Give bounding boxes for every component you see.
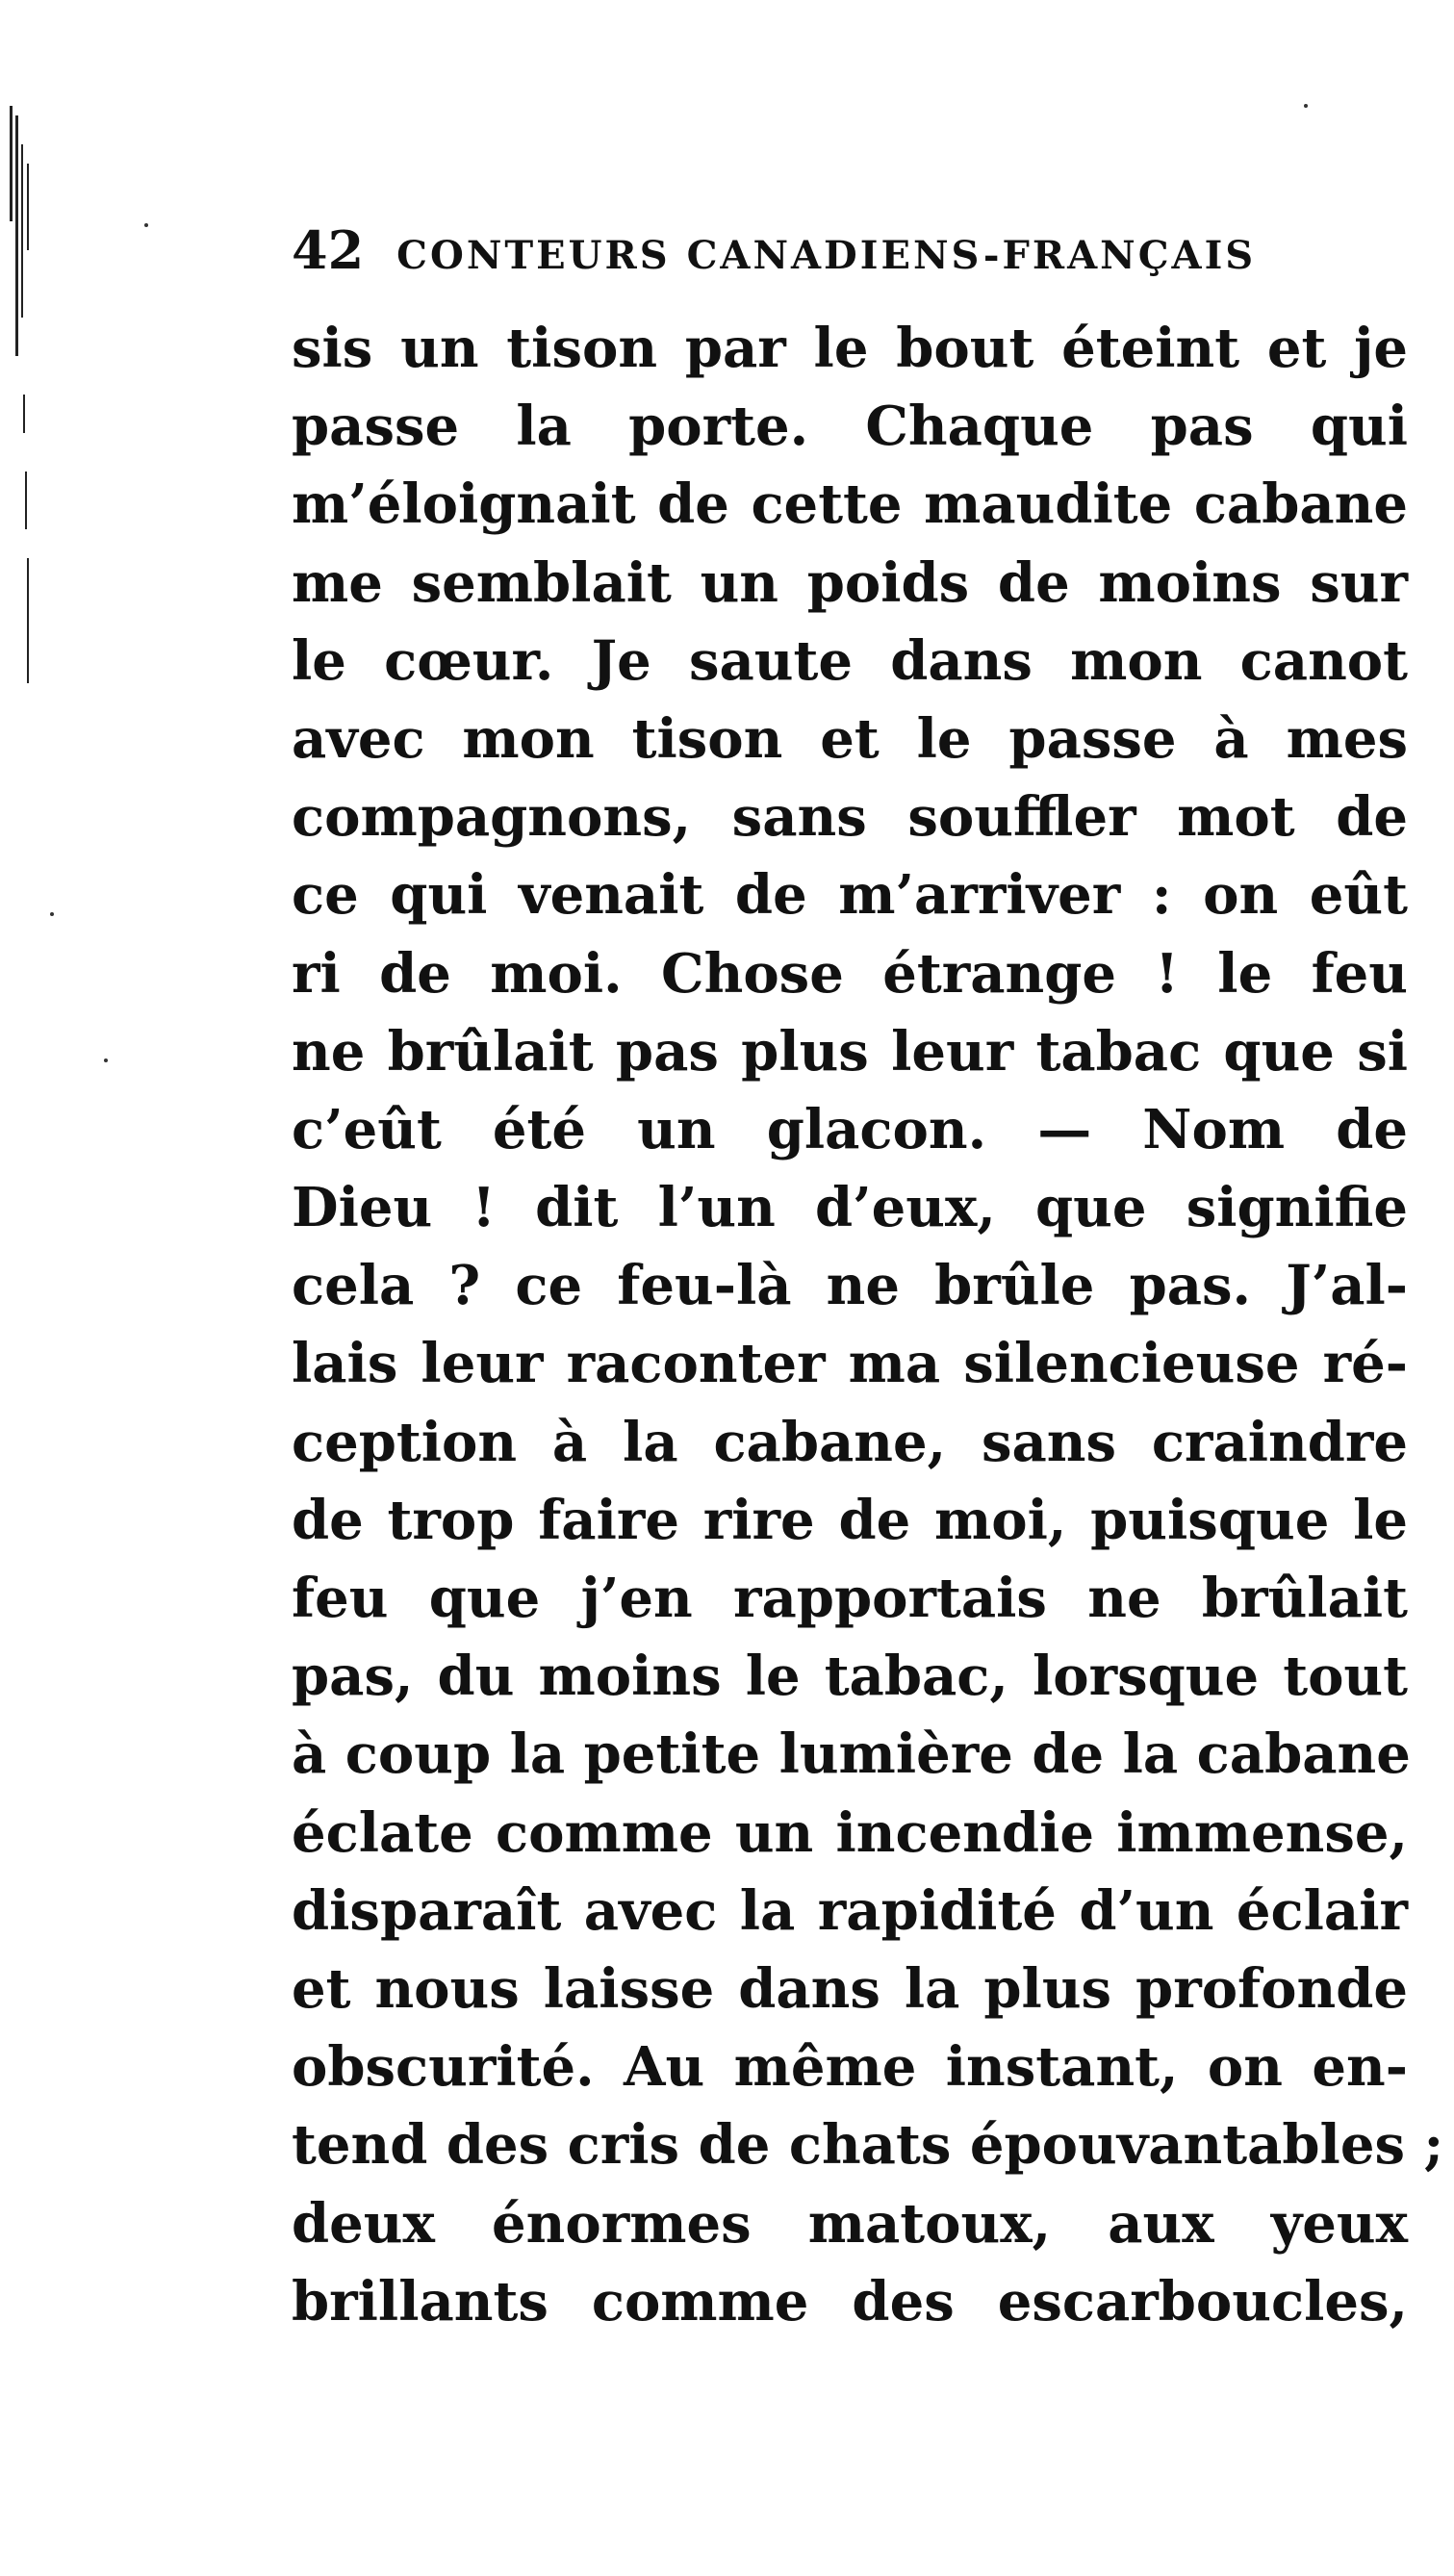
text-line: obscurité. Au même instant, on en-	[292, 2035, 1408, 2100]
text-line: éclate comme un incendie immense,	[292, 1800, 1408, 1865]
page-header	[292, 219, 1408, 287]
text-line: avec mon tison et le passe à mes	[292, 706, 1408, 771]
text-line: feu que j’en rapportais ne brûlait	[292, 1567, 1408, 1630]
text-line: de trop faire rire de moi, puisque le	[292, 1488, 1408, 1552]
text-line: le cœur. Je saute dans mon canot	[292, 628, 1408, 693]
text-line: c’eût été un glacon. — Nom de	[292, 1097, 1408, 1161]
text-line: ce qui venait de m’arriver : on eût	[292, 863, 1408, 928]
scan-speck	[104, 1058, 108, 1062]
text-line: lais leur raconter ma silencieuse ré-	[292, 1332, 1408, 1396]
text-line: ne brûlait pas plus leur tabac que si	[292, 1019, 1408, 1084]
text-line: à coup la petite lumière de la cabane	[292, 1722, 1411, 1787]
text-line: passe la porte. Chaque pas qui	[292, 395, 1408, 459]
text-line: disparaît avec la rapidité d’un éclair	[292, 1878, 1408, 1943]
text-line: brillants comme des escarboucles,	[292, 2269, 1408, 2334]
text-line: m’éloignait de cette maudite cabane	[292, 472, 1408, 537]
binding-edge-marks	[10, 106, 33, 683]
body-text	[292, 310, 1444, 2341]
text-line: tend des cris de chats épouvantables ;	[292, 2113, 1444, 2178]
text-line: Dieu ! dit l’un d’eux, que signifie	[292, 1176, 1408, 1240]
running-title: CONTEURS CANADIENS-FRANÇAIS	[396, 233, 1257, 278]
page-number: 42	[292, 219, 365, 281]
text-line: deux énormes matoux, aux yeux	[292, 2191, 1408, 2256]
scan-speck	[144, 223, 148, 227]
scan-speck	[1304, 104, 1308, 108]
text-line: ri de moi. Chose étrange ! le feu	[292, 941, 1408, 1006]
text-line: pas, du moins le tabac, lorsque tout	[292, 1645, 1408, 1709]
text-line: et nous laisse dans la plus profonde	[292, 1956, 1408, 2021]
text-line: compagnons, sans souffler mot de	[292, 785, 1408, 850]
text-line: me semblait un poids de moins sur	[292, 550, 1408, 615]
text-line: sis un tison par le bout éteint et je	[292, 317, 1408, 380]
scan-speck	[50, 912, 54, 916]
text-line: cela ? ce feu-là ne brûle pas. J’al-	[292, 1254, 1408, 1318]
text-line: ception à la cabane, sans craindre	[292, 1410, 1408, 1474]
